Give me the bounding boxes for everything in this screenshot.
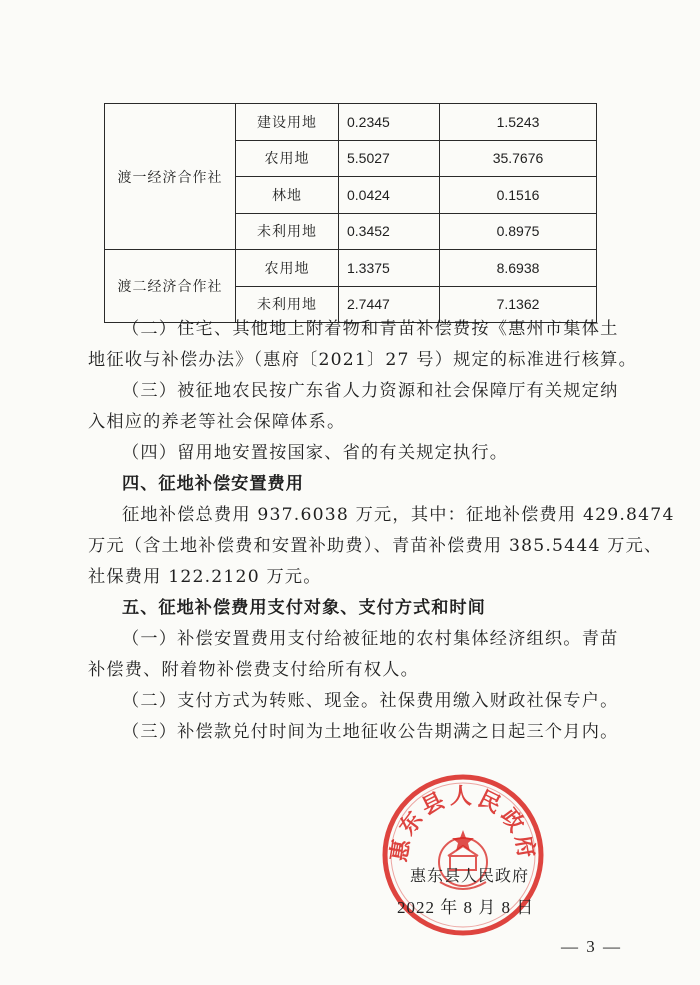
- paragraph-6-line-1: （一）补偿安置费用支付给被征地的农村集体经济组织。青苗: [122, 629, 619, 649]
- body-text: [88, 314, 675, 748]
- table-row: [105, 250, 597, 287]
- land-type: 建设用地: [236, 104, 339, 141]
- paragraph-2-line-1: （二）住宅、其他地上附着物和青苗补偿费按《惠州市集体土: [122, 319, 619, 339]
- area-value: 1.3375: [339, 250, 440, 287]
- paragraph-6-line-2: 补偿费、附着物补偿费支付给所有权人。: [88, 660, 419, 680]
- issuer-name: 惠东县人民政府: [410, 866, 530, 885]
- cooperative-name: 渡一经济合作社: [105, 104, 236, 250]
- area-value: 5.5027: [339, 140, 440, 177]
- paragraph-5-line-1: 征地补偿总费用 937.6038 万元，其中：征地补偿费用 429.8474: [122, 505, 675, 525]
- cooperative-name: 渡二经济合作社: [105, 250, 236, 323]
- paragraph-8: （三）补偿款兑付时间为土地征收公告期满之日起三个月内。: [122, 722, 619, 742]
- land-type: 农用地: [236, 250, 339, 287]
- amount-value: 0.8975: [440, 213, 597, 250]
- area-value: 0.3452: [339, 213, 440, 250]
- paragraph-7: （二）支付方式为转账、现金。社保费用缴入财政社保专户。: [122, 691, 619, 711]
- amount-value: 0.1516: [440, 177, 597, 214]
- amount-value: 1.5243: [440, 104, 597, 141]
- table-row: [105, 104, 597, 141]
- land-type: 未利用地: [236, 286, 339, 323]
- amount-value: 8.6938: [440, 250, 597, 287]
- paragraph-3-line-1: （三）被征地农民按广东省人力资源和社会保障厅有关规定纳: [122, 381, 619, 401]
- paragraph-4: （四）留用地安置按国家、省的有关规定执行。: [122, 443, 509, 463]
- land-type: 农用地: [236, 140, 339, 177]
- amount-value: 35.7676: [440, 140, 597, 177]
- issue-date: 2022 年 8 月 8 日: [397, 898, 535, 917]
- paragraph-5-line-3: 社保费用 122.2120 万元。: [88, 567, 322, 587]
- area-value: 0.2345: [339, 104, 440, 141]
- paragraph-2-line-2: 地征收与补偿办法》（惠府〔2021〕27 号）规定的标准进行核算。: [88, 350, 637, 370]
- seal-text: 惠东县人民政府: [385, 783, 541, 864]
- area-value: 0.0424: [339, 177, 440, 214]
- section-heading-5: 五、征地补偿费用支付对象、支付方式和时间: [122, 598, 486, 618]
- paragraph-5-line-2: 万元（含土地补偿费和安置补助费）、青苗补偿费用 385.5444 万元、: [88, 536, 663, 556]
- section-heading-4: 四、征地补偿安置费用: [122, 474, 304, 494]
- land-type: 未利用地: [236, 213, 339, 250]
- land-compensation-table: [104, 103, 597, 323]
- paragraph-3-line-2: 入相应的养老等社会保障体系。: [88, 412, 346, 432]
- land-type: 林地: [236, 177, 339, 214]
- area-value: 2.7447: [339, 286, 440, 323]
- amount-value: 7.1362: [440, 286, 597, 323]
- page-number: — 3 —: [561, 937, 622, 956]
